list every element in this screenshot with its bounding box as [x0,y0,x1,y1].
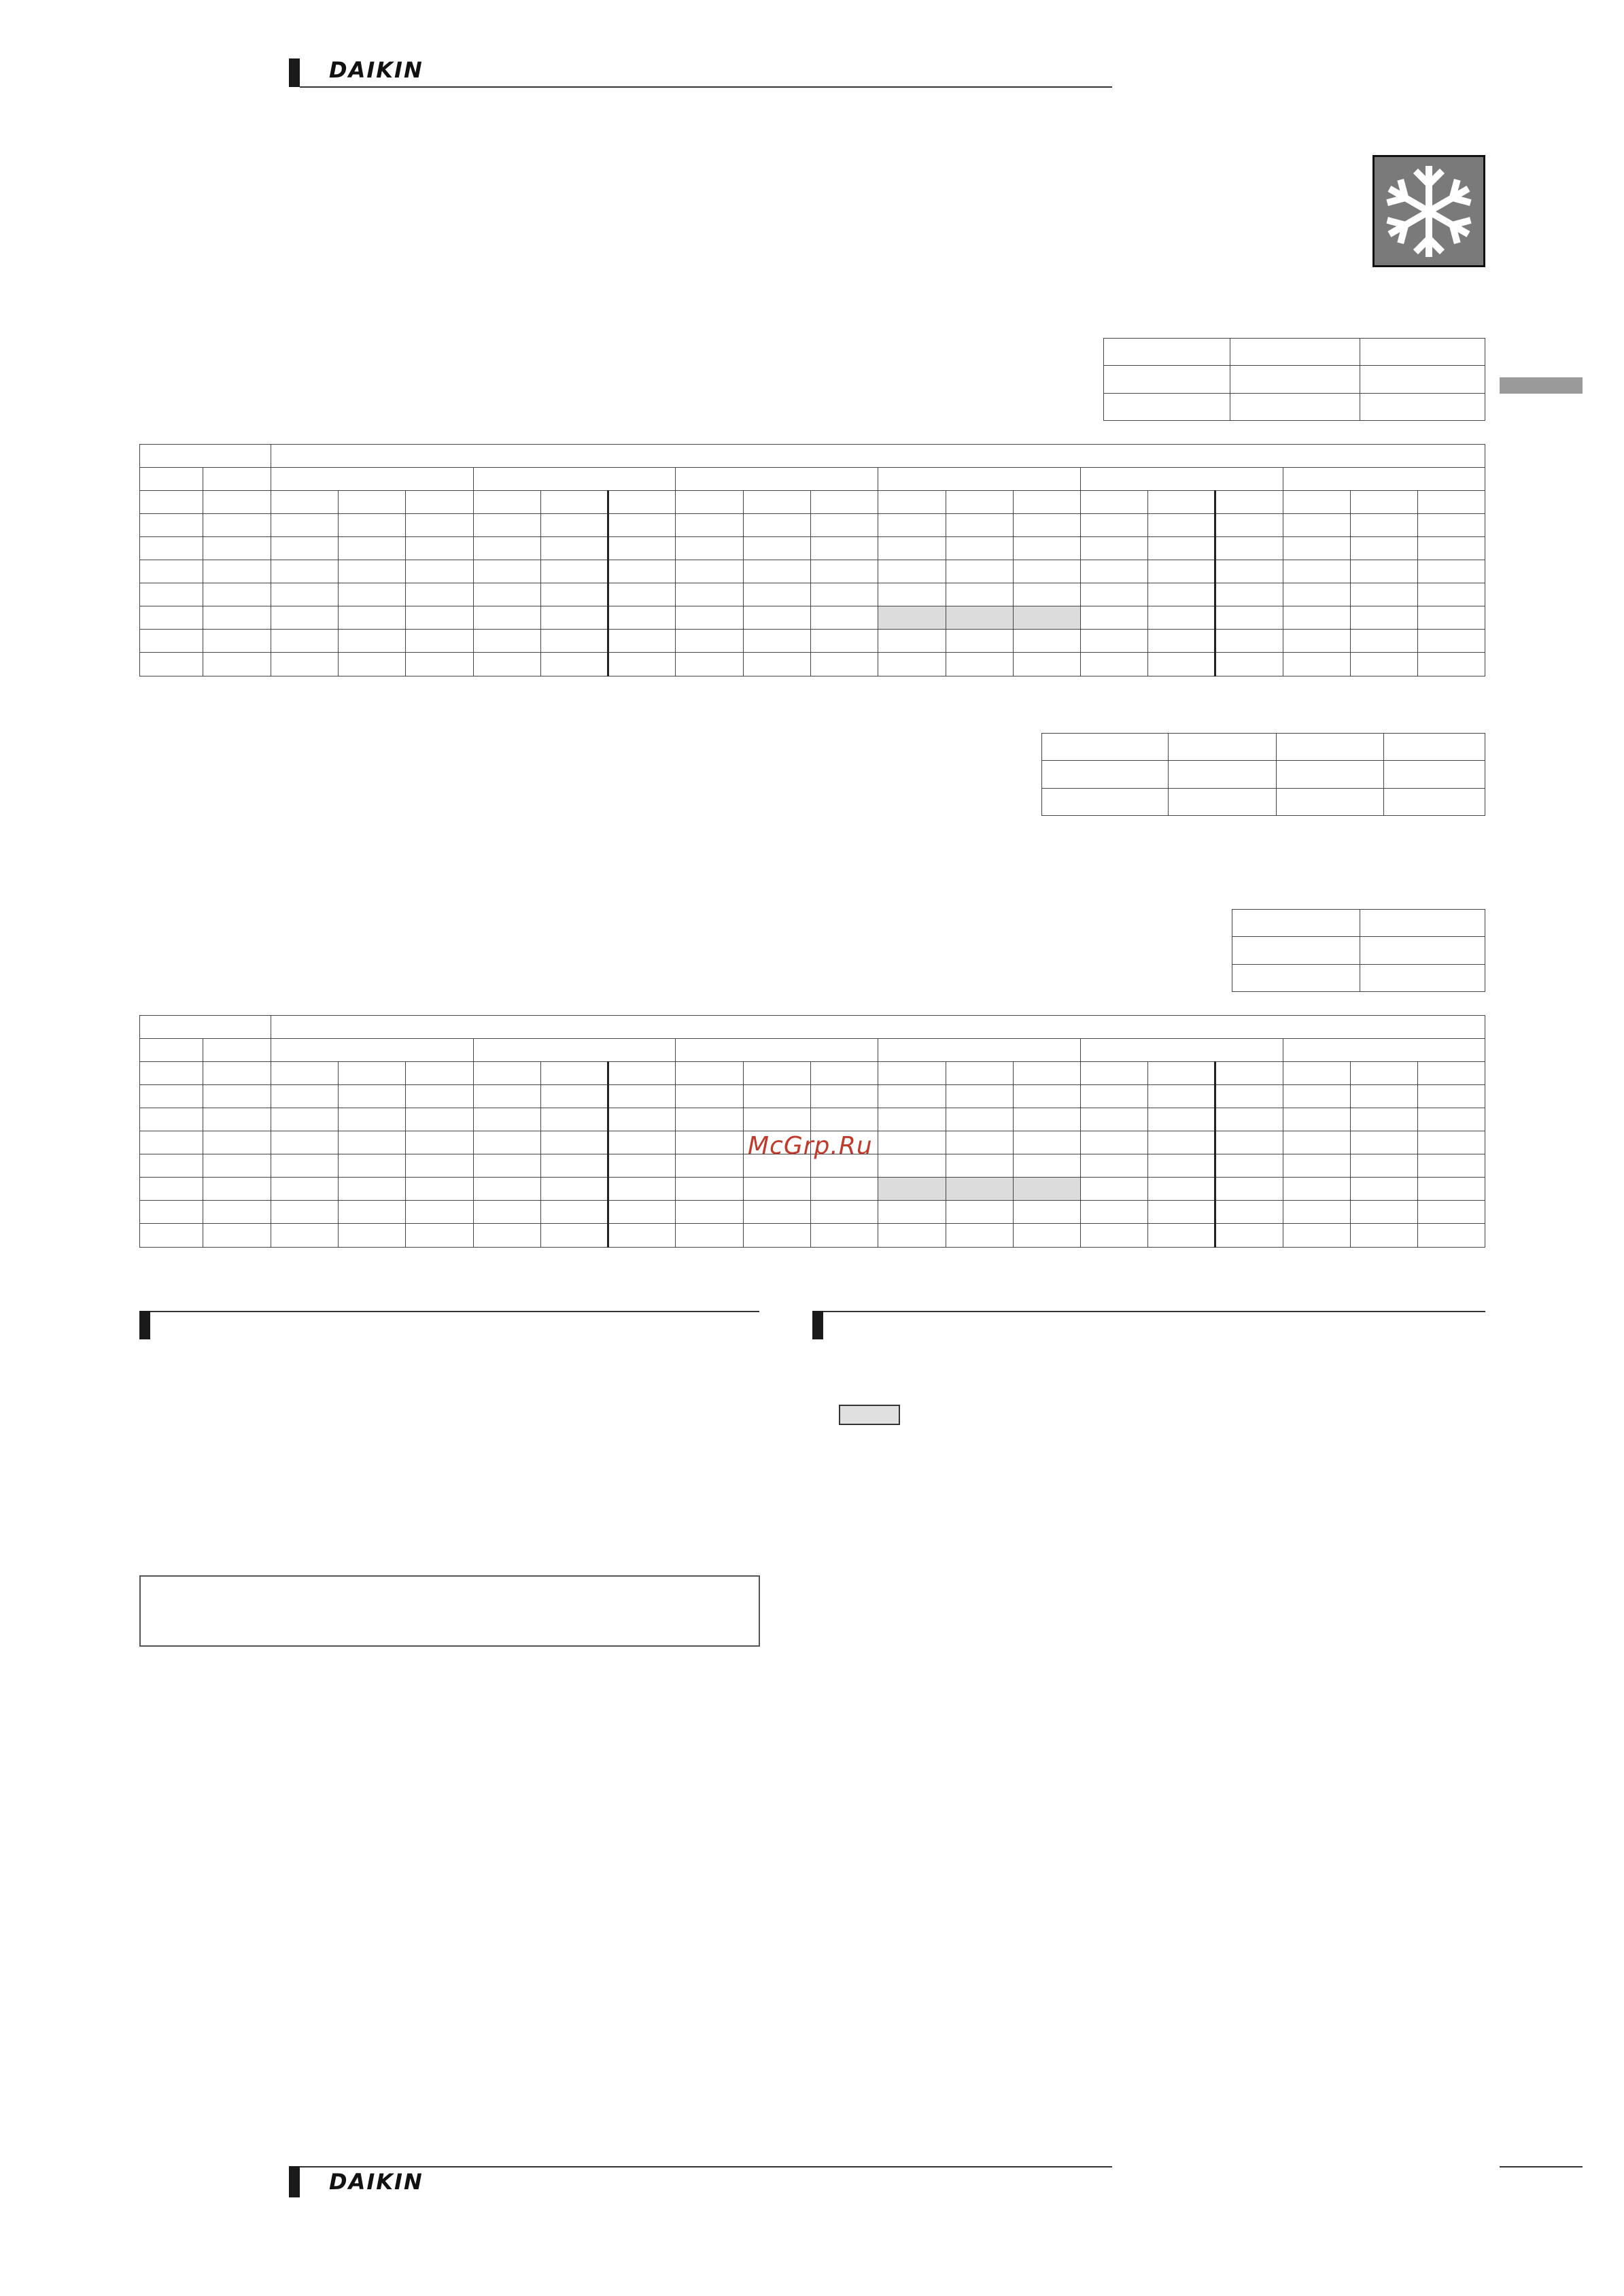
footer-marker [289,2166,300,2197]
header-rule [300,86,1112,88]
capacity-table-1 [139,444,1485,676]
section-left-marker [139,1311,150,1339]
cooling-mode-tile [1372,155,1485,267]
footer-rule [300,2166,1112,2168]
indicator-swatch [839,1405,900,1425]
header-marker [289,58,300,87]
note-box [139,1575,760,1647]
spec-table-2 [1041,733,1485,816]
watermark: McGrp.Ru [748,1132,873,1160]
section-tab [1500,377,1583,394]
footer-logo: DAIKIN [329,2169,424,2195]
section-left-rule [150,1311,759,1312]
spec-table-3 [1232,909,1485,992]
footer-page-rule [1500,2166,1583,2168]
section-right-marker [812,1311,823,1339]
header-logo: DAIKIN [329,57,424,83]
snowflake-icon [1375,157,1483,265]
spec-table-1 [1103,338,1485,421]
section-right-rule [823,1311,1485,1312]
capacity-table-2 [139,1015,1485,1248]
